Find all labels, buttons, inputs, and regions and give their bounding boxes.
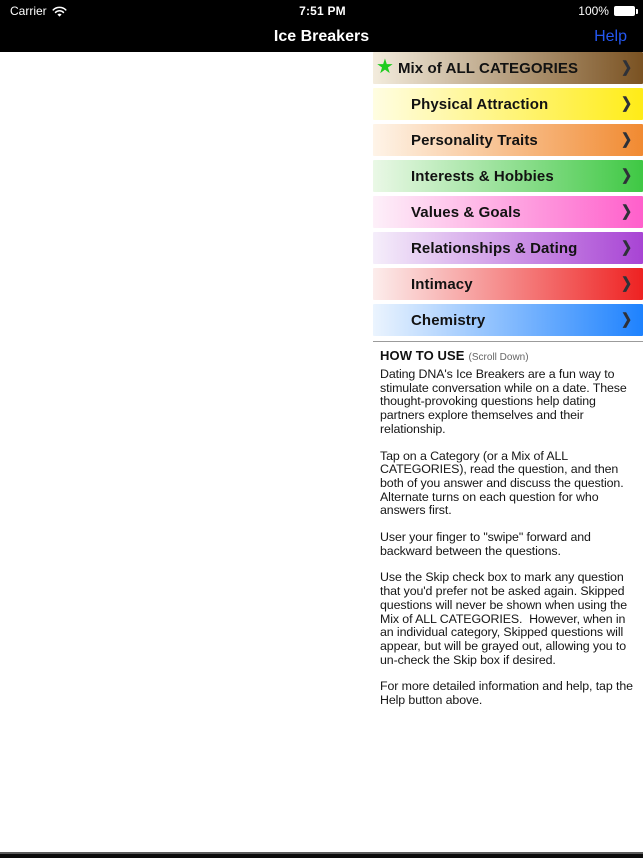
chevron-right-icon: ❯ [621,310,632,328]
category-list [373,52,643,336]
category-label: Chemistry [411,311,486,329]
category-row-1[interactable] [373,88,643,120]
category-label: Physical Attraction [411,95,549,113]
category-row-5[interactable] [373,232,643,264]
chevron-right-icon: ❯ [621,58,632,76]
how-to-use-body [373,366,643,708]
category-row-6[interactable] [373,268,643,300]
help-button[interactable]: Help [594,28,627,45]
battery-percent: 100% [578,4,609,18]
wifi-icon [52,6,67,17]
bottom-edge-bar [0,852,643,858]
help-paragraph-3: Use the Skip check box to mark any question that you'd prefer not be asked again. Skipped questions will never be shown when using the Mix of ALL CATEGORIES. However, when in an individual category, Skipped questions will appear, but will be grayed out, allowing you to un-check the Skip box if desired. [380,570,631,667]
help-paragraph-1: Tap on a Category (or a Mix of ALL CATEGORIES), read the question, and then both of you answer and discuss the question. Alternate turns on each question for who answers first. [380,448,627,518]
scroll-down-hint: (Scroll Down) [468,352,529,363]
chevron-right-icon: ❯ [621,274,632,292]
help-paragraph-0: Dating DNA's Ice Breakers are a fun way to stimulate conversation while on a date. These thought-provoking questions help dating partners explore themselves and their relationship. [380,367,631,436]
category-row-0[interactable] [373,52,643,84]
how-to-use-header [373,342,643,366]
category-label: Relationships & Dating [411,239,578,257]
category-label: Interests & Hobbies [411,167,554,185]
category-label: Personality Traits [411,131,538,149]
chevron-right-icon: ❯ [621,238,632,256]
chevron-right-icon: ❯ [621,202,632,220]
category-label: Intimacy [411,275,473,293]
star-icon: ★ [376,56,394,78]
category-row-4[interactable] [373,196,643,228]
help-paragraph-2: User your finger to "swipe" forward and backward between the questions. [380,530,595,558]
battery-icon [614,6,635,16]
category-label: Values & Goals [411,203,521,221]
chevron-right-icon: ❯ [621,130,632,148]
category-row-7[interactable] [373,304,643,336]
clock: 7:51 PM [299,4,346,18]
category-label: Mix of ALL CATEGORIES [397,59,579,77]
content-column [373,52,643,721]
how-to-use-title: HOW TO USE [380,348,465,363]
page-title: Ice Breakers [273,28,370,45]
category-row-2[interactable] [373,124,643,156]
help-paragraph-4: For more detailed information and help, tap the Help button above. [380,679,637,708]
chevron-right-icon: ❯ [621,94,632,112]
status-bar [0,0,643,22]
carrier-label: Carrier [10,4,47,18]
category-row-3[interactable] [373,160,643,192]
nav-bar [0,22,643,52]
chevron-right-icon: ❯ [621,166,632,184]
